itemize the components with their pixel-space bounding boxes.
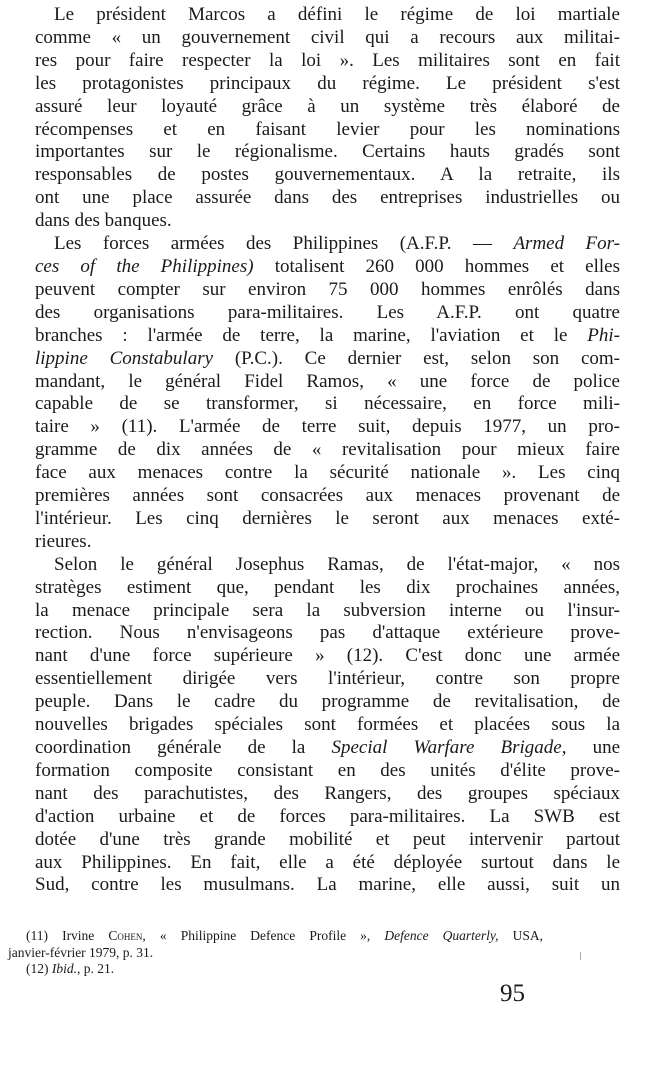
text-segment: la menace principale sera la subversion interne ou l'insur- (35, 599, 620, 621)
text-line (35, 691, 620, 714)
text-segment: Cohen (108, 928, 143, 943)
text-segment: janvier-février 1979, p. 31. (8, 944, 154, 960)
text-segment: gramme de dix années de « revitalisation pour mieux faire (35, 439, 620, 461)
text-segment: USA, (498, 928, 543, 943)
text-segment: essentiellement dirigée vers l'intérieur, contre son propre (35, 668, 620, 690)
text-line (35, 416, 620, 439)
text-segment: formation composite consistant en des unités d'élite prove- (35, 759, 620, 781)
italic-text: ces of the Philippines) (35, 255, 254, 277)
text-line (35, 645, 620, 668)
text-segment: nouvelles brigades spéciales sont formées et placées sous la (35, 714, 620, 736)
text-line (35, 485, 620, 508)
text-line (35, 600, 620, 623)
page-number: 95 (500, 980, 525, 1007)
text-line (35, 393, 620, 416)
text-line (35, 508, 620, 531)
text-line (35, 50, 620, 73)
text-segment: nant des parachutistes, des Rangers, des groupes spéciaux (35, 782, 620, 804)
text-segment: peuple. Dans le cadre du programme de revitalisation, de (35, 691, 620, 713)
italic-text: lippine Constabulary (35, 347, 214, 369)
body-text (35, 4, 620, 897)
text-segment: assuré leur loyauté grâce à un système très élaboré de (35, 95, 620, 117)
text-segment: totalisent 260 000 hommes et elles (253, 255, 620, 277)
text-segment: l'intérieur. Les cinq dernières le seront aux menaces exté- (35, 507, 620, 529)
text-segment: (11) Irvine (26, 928, 109, 943)
text-segment: des organisations para-militaires. Les A.F.P. ont quatre (35, 301, 620, 323)
text-line (35, 119, 620, 142)
footnote-line (8, 945, 543, 962)
text-segment: stratèges estiment que, pendant les dix prochaines années, (35, 576, 620, 598)
text-segment: aux Philippines. En fait, elle a été déployée surtout dans le (35, 851, 620, 873)
italic-text: Ibid. (51, 961, 77, 976)
text-line (35, 325, 620, 348)
text-line (35, 187, 620, 210)
text-line (35, 164, 620, 187)
text-line (35, 874, 620, 897)
text-line (35, 210, 620, 233)
text-segment: ont une place assurée dans des entreprises industrielles ou (35, 187, 620, 209)
text-line (35, 760, 620, 783)
footnote-line (8, 928, 543, 945)
italic-text: Special Warfare Brigade (331, 737, 562, 758)
text-segment: dans des banques. (35, 210, 172, 232)
text-segment: responsables de postes gouvernementaux. A la retraite, ils (35, 164, 620, 186)
text-segment: Le président Marcos a défini le régime de loi martiale (54, 4, 620, 25)
text-segment: dotée d'une très grande mobilité et peut intervenir partout (35, 828, 620, 850)
text-segment: coordination générale de la (35, 737, 332, 758)
text-line (35, 714, 620, 737)
text-line (35, 256, 620, 279)
italic-text: Armed For- (513, 233, 620, 255)
text-segment: premières années sont consacrées aux menaces provenant de (35, 485, 620, 507)
text-line (35, 806, 620, 829)
text-segment: récompenses et en faisant levier pour les nominations (35, 118, 620, 140)
text-line (35, 554, 620, 577)
text-line (35, 233, 620, 256)
text-segment: Les forces armées des Philippines (A.F.P. — (54, 233, 514, 255)
text-segment: peuvent compter sur environ 75 000 hommes enrôlés dans (35, 278, 620, 300)
text-line (35, 531, 620, 554)
text-line (35, 4, 620, 27)
text-line (35, 27, 620, 50)
scan-speck (580, 952, 581, 960)
text-line (35, 829, 620, 852)
text-line (35, 73, 620, 96)
italic-text: Defence Quarterly, (384, 928, 499, 943)
text-line (35, 622, 620, 645)
text-segment: branches : l'armée de terre, la marine, l'aviation et le (35, 324, 588, 346)
text-line (35, 852, 620, 875)
text-segment: , p. 21. (77, 961, 115, 976)
footnote-line (8, 961, 543, 978)
italic-text: Phi- (587, 324, 620, 346)
text-line (35, 462, 620, 485)
text-segment: taire » (11). L'armée de terre suit, depuis 1977, un pro- (35, 416, 620, 438)
text-line (35, 96, 620, 119)
text-line (35, 371, 620, 394)
text-line (35, 302, 620, 325)
text-line (35, 279, 620, 302)
text-segment: (P.C.). Ce dernier est, selon son com- (213, 347, 620, 369)
text-line (35, 439, 620, 462)
footnotes (8, 928, 543, 978)
text-segment: rieures. (35, 530, 92, 552)
text-segment: Sud, contre les musulmans. La marine, elle aussi, suit un (35, 874, 620, 896)
text-line (35, 141, 620, 164)
text-segment: , une (561, 737, 621, 758)
text-segment: nant d'une force supérieure » (12). C'est donc une armée (35, 645, 620, 667)
text-segment: (12) (26, 961, 52, 976)
text-segment: rection. Nous n'envisageons pas d'attaque extérieure prove- (35, 622, 620, 644)
text-segment: mandant, le général Fidel Ramos, « une force de police (35, 370, 620, 392)
text-segment: res pour faire respecter la loi ». Les militaires sont en fait (35, 49, 620, 71)
text-line (35, 783, 620, 806)
text-segment: importantes sur le régionalisme. Certains hauts gradés sont (35, 141, 620, 163)
text-segment: Selon le général Josephus Ramas, de l'état-major, « nos (54, 553, 620, 575)
text-segment: d'action urbaine et de forces para-militaires. La SWB est (35, 805, 620, 827)
text-segment: capable de se transformer, si nécessaire, en force mili- (35, 393, 620, 415)
text-segment: face aux menaces contre la sécurité nationale ». Les cinq (35, 462, 620, 484)
text-segment: comme « un gouvernement civil qui a recours aux militai- (35, 26, 620, 48)
text-line (35, 737, 620, 760)
text-line (35, 348, 620, 371)
text-line (35, 577, 620, 600)
text-line (35, 668, 620, 691)
text-segment: , « Philippine Defence Profile », (142, 928, 385, 943)
text-segment: les protagonistes principaux du régime. Le président s'est (35, 72, 620, 94)
